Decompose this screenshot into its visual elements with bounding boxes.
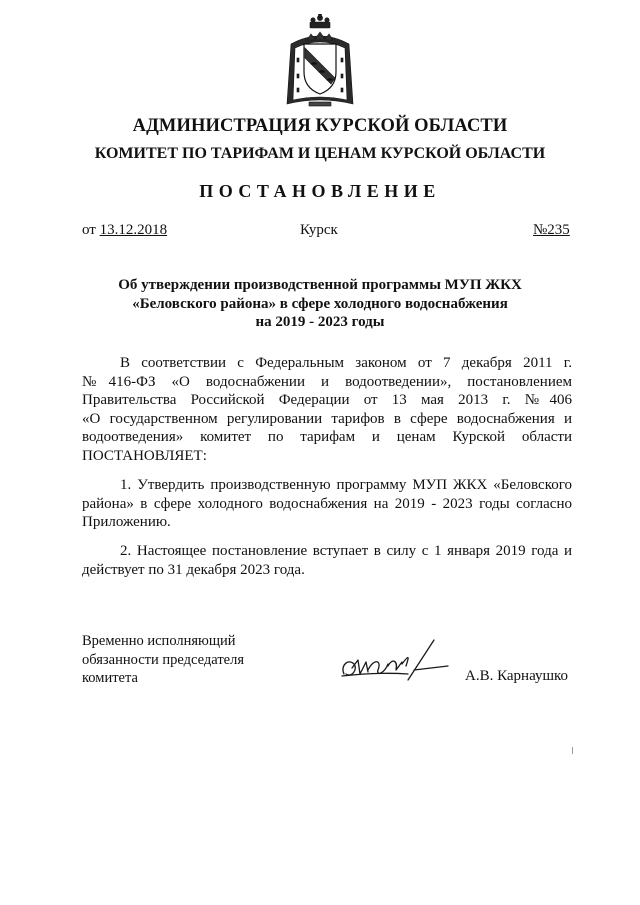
paragraph-line: ПОСТАНОВЛЯЕТ: (82, 447, 207, 464)
document-number (533, 222, 570, 239)
position-line: Временно исполняющий (82, 633, 236, 649)
paragraph-line: Правительства Российской Федерации от 13 мая 2013 г. №406 (82, 392, 572, 409)
date-value: 13.12.2018 (99, 222, 168, 238)
paragraph-line: 1. Утвердить производственную программу МУП ЖКХ «Беловского (120, 477, 572, 493)
administration-title: АДМИНИСТРАЦИЯ КУРСКОЙ ОБЛАСТИ (132, 116, 508, 136)
paragraph-preamble (82, 354, 572, 466)
document-date (82, 222, 167, 239)
document-type-title: ПОСТАНОВЛЕНИЕ (199, 181, 441, 201)
subject-line: Об утверждении производственной программы МУП ЖКХ (118, 277, 522, 293)
document-city: Курск (300, 222, 338, 238)
date-prefix: от (82, 222, 96, 238)
paragraph-line: действует по 31 декабря 2023 года. (82, 561, 305, 578)
position-line: комитета (82, 670, 138, 686)
position-line: обязанности председателя (82, 651, 244, 668)
number-value: №235 (533, 222, 570, 238)
handwritten-signature (338, 636, 450, 692)
paragraph-line: Приложению. (82, 514, 171, 531)
subject-line: на 2019 - 2023 годы (255, 314, 385, 330)
document-subject (0, 276, 640, 332)
paragraph-line: «О государственном регулировании тарифов в сфере водоснабжения и (82, 410, 572, 427)
paragraph-line: 2. Настоящее постановление вступает в силу с 1 января 2019 года и (120, 543, 572, 559)
signatory-position (82, 632, 244, 688)
coat-of-arms-icon (283, 14, 357, 110)
paragraph-item-2 (82, 542, 572, 579)
paragraph-line: №416-ФЗ «О водоснабжении и водоотведении», постановлением (82, 373, 572, 390)
paragraph-item-1 (82, 476, 572, 532)
paragraph-line: В соответствии с Федеральным законом от 7 декабря 2011 г. (120, 355, 572, 371)
paragraph-line: водоотведения» комитет по тарифам и ценам Курской области (82, 429, 572, 446)
scan-mark (572, 747, 573, 754)
signatory-name: А.В. Карнаушко (465, 668, 569, 684)
subject-line: «Беловского района» в сфере холодного водоснабжения (132, 295, 508, 312)
committee-title: КОМИТЕТ ПО ТАРИФАМ И ЦЕНАМ КУРСКОЙ ОБЛАСТИ (94, 145, 546, 162)
paragraph-line: района» в сфере холодного водоснабжения на 2019 - 2023 годы согласно (82, 495, 572, 512)
